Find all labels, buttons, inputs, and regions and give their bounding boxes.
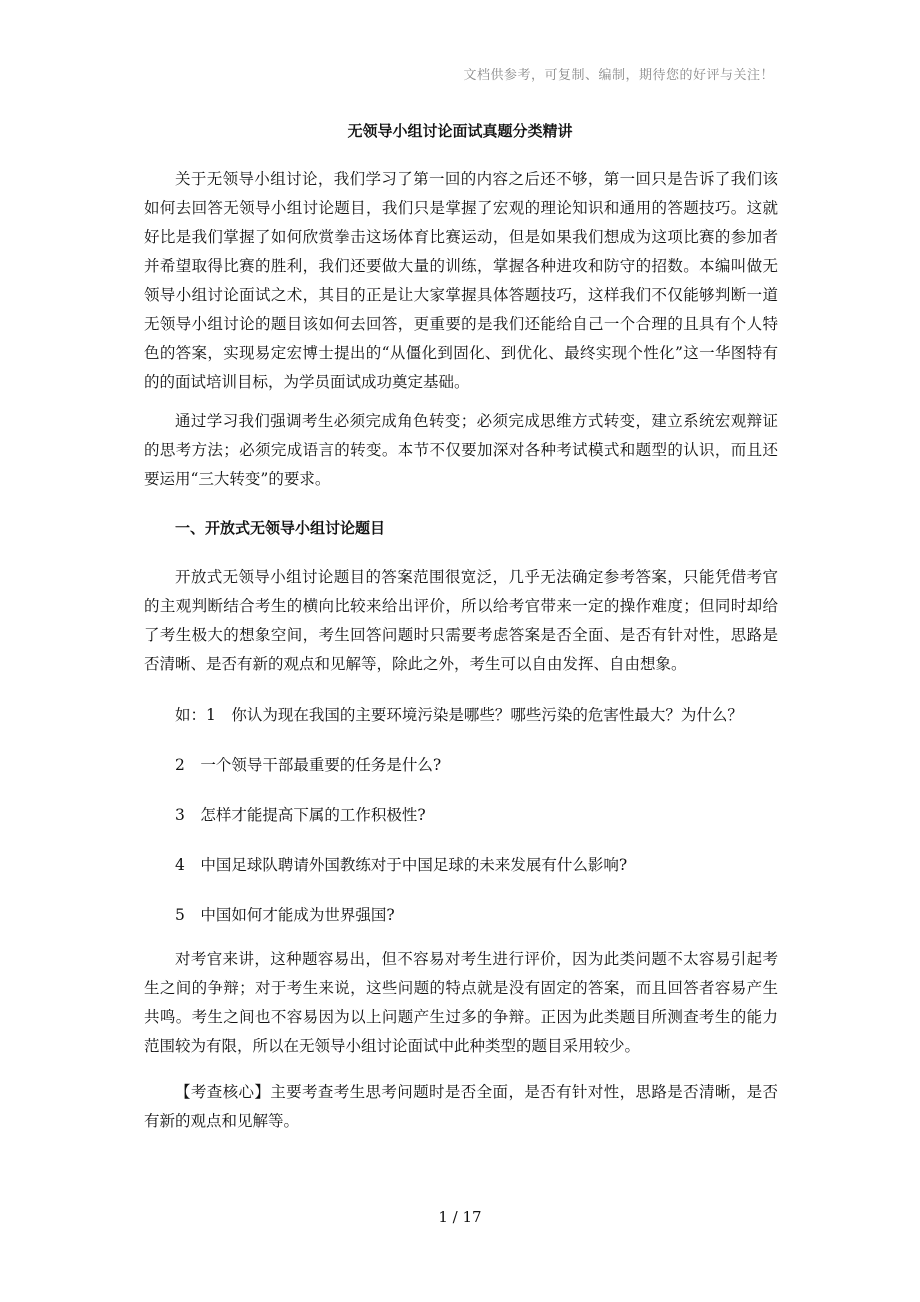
section-paragraph [144, 563, 778, 679]
paragraph-text: 通过学习我们强调考生必须完成角色转变；必须完成思维方式转变，建立系统宏观辩证的思考方法；必须完成语言的转变。本节不仅要加深对各种考试模式和题型的认识，而且还要运用“三大转变”的要求。 [144, 412, 778, 488]
question-item-5: 5 中国如何才能成为世界强国? [175, 906, 395, 924]
paragraph-text: 开放式无领导小组讨论题目的答案范围很宽泛，几乎无法确定参考答案，只能凭借考官的主观判断结合考生的横向比较来给出评价，所以给考官带来一定的操作难度；但同时却给了考生极大的想象空间，考生回答问题时只需要考虑答案是否全面、是否有针对性，思路是否清晰、是否有新的观点和见解等，除此之外，考生可以自由发挥、自由想象。 [144, 568, 778, 673]
transformation-paragraph [144, 407, 778, 494]
intro-paragraph [144, 165, 778, 397]
question-item-2: 2 一个领导干部最重要的任务是什么? [175, 756, 442, 774]
paragraph-text: 对考官来讲，这种题容易出，但不容易对考生进行评价，因为此类问题不太容易引起考生之间的争辩；对于考生来说，这些问题的特点就是没有固定的答案，而且回答者容易产生共鸣。考生之间也不容易因为以上问题产生过多的争辩。正因为此类题目所测查考生的能力范围较为有限，所以在无领导小组讨论面试中此种类型的题目采用较少。 [144, 950, 778, 1055]
question-item-4: 4 中国足球队聘请外国教练对于中国足球的未来发展有什么影响? [175, 856, 628, 874]
section-heading: 一、开放式无领导小组讨论题目 [175, 519, 386, 537]
analysis-paragraph [144, 945, 778, 1061]
question-item-3: 3 怎样才能提高下属的工作积极性? [175, 806, 426, 824]
core-paragraph [144, 1078, 778, 1136]
question-item-1: 如：1 你认为现在我国的主要环境污染是哪些？哪些污染的危害性最大？为什么？ [175, 706, 743, 724]
paragraph-text: 关于无领导小组讨论，我们学习了第一回的内容之后还不够，第一回只是告诉了我们该如何去回答无领导小组讨论题目，我们只是掌握了宏观的理论知识和通用的答题技巧。这就好比是我们掌握了如何欣赏拳击这场体育比赛运动，但是如果我们想成为这项比赛的参加者并希望取得比赛的胜利，我们还要做大量的训练，掌握各种进攻和防守的招数。本编叫做无领导小组讨论面试之术，其目的正是让大家掌握具体答题技巧，这样我们不仅能够判断一道无领导小组讨论的题目该如何去回答，更重要的是我们还能给自己一个合理的且具有个人特色的答案，实现易定宏博士提出的“从僵化到固化、到优化、最终实现个性化”这一华图特有的的面试培训目标，为学员面试成功奠定基础。 [144, 170, 778, 391]
paragraph-text: 【考查核心】主要考查考生思考问题时是否全面，是否有针对性，思路是否清晰，是否有新的观点和见解等。 [144, 1083, 778, 1130]
page-indicator: 1 / 17 [438, 1208, 482, 1226]
document-title: 无领导小组讨论面试真题分类精讲 [347, 122, 573, 140]
header-note: 文档供参考，可复制、编制，期待您的好评与关注！ [463, 68, 774, 83]
